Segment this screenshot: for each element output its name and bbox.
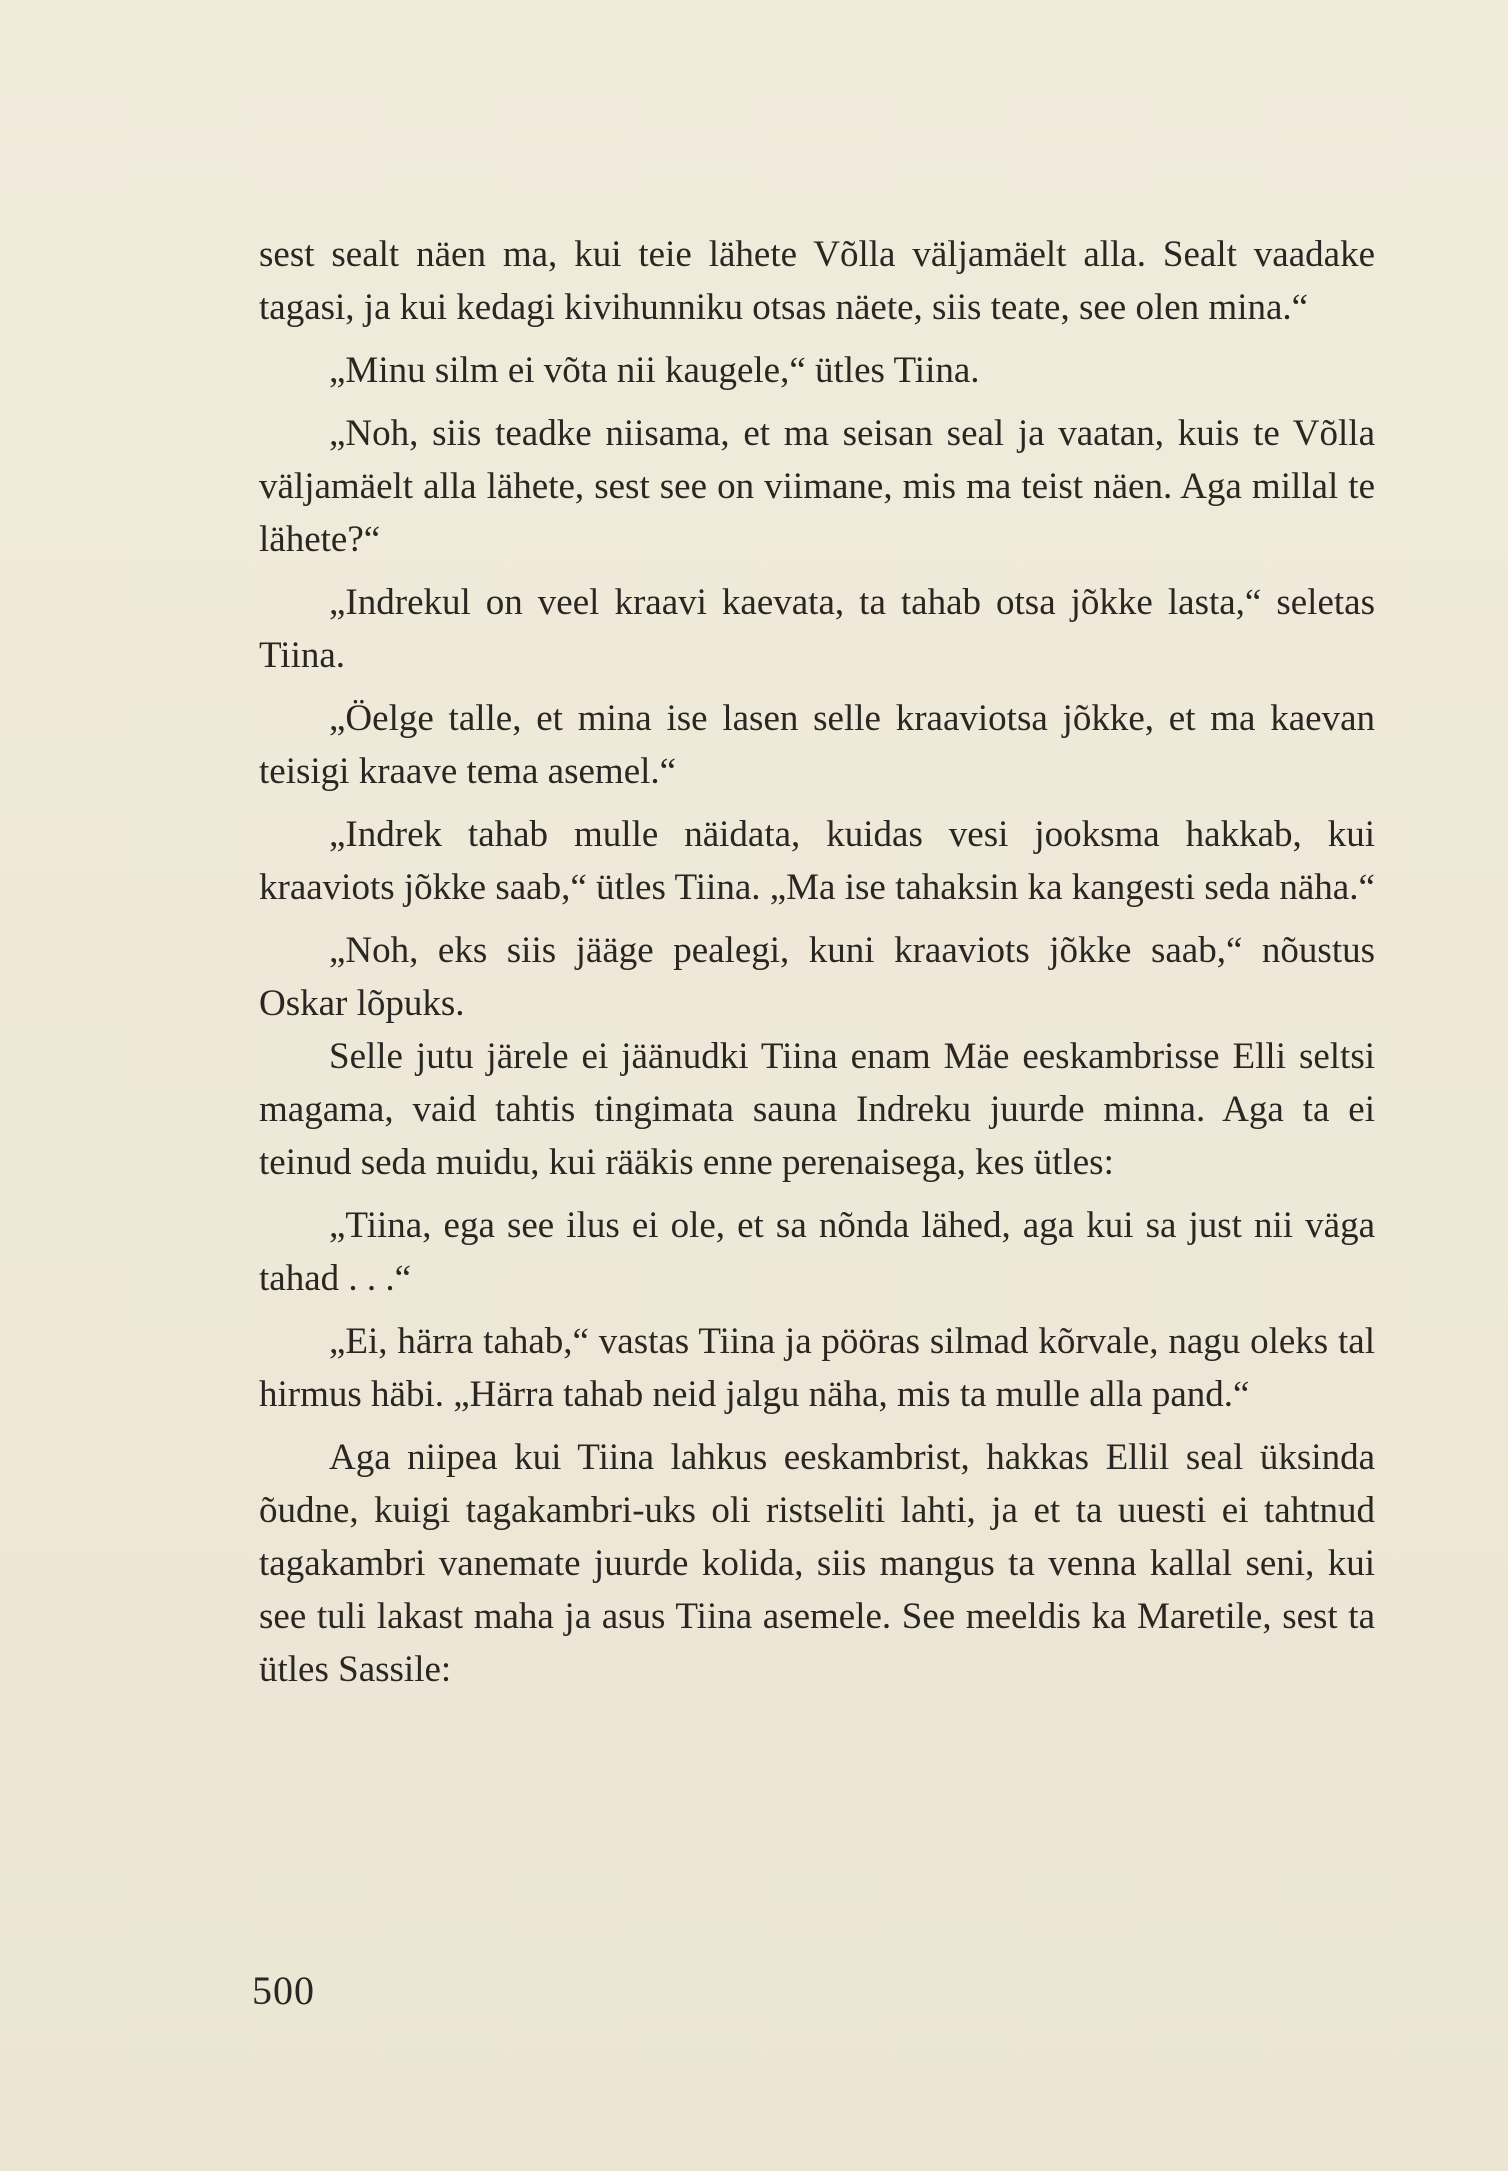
body-text — [259, 228, 1375, 1696]
page-number: 500 — [252, 1968, 315, 2013]
paragraph-9: „Tiina, ega see ilus ei ole, et sa nõnda lähed, aga kui sa just nii väga tahad . . .“ — [259, 1205, 1375, 1299]
paragraph-7: „Noh, eks siis jääge pealegi, kuni kraaviots jõkke saab,“ nõustus Oskar lõpuks. — [259, 930, 1375, 1024]
paragraph-8: Selle jutu järele ei jäänudki Tiina enam Mäe eeskambrisse Elli seltsi magama, vaid tahtis tingimata sauna Indreku juurde minna. Aga ta ei teinud seda muidu, kui rääkis enne perenaisega, kes ütles: — [259, 1036, 1375, 1183]
paragraph-10: „Ei, härra tahab,“ vastas Tiina ja pööras silmad kõrvale, nagu oleks tal hirmus häbi. „Härra tahab neid jalgu näha, mis ta mulle alla pand.“ — [259, 1321, 1375, 1415]
paragraph-1: sest sealt näen ma, kui teie lähete Võlla väljamäelt alla. Sealt vaadake tagasi, ja kui kedagi kivihunniku otsas näete, siis teate, see olen mina.“ — [259, 234, 1375, 328]
paragraph-4: „Indrekul on veel kraavi kaevata, ta tahab otsa jõkke lasta,“ seletas Tiina. — [259, 582, 1375, 676]
paragraph-2: „Minu silm ei võta nii kaugele,“ ütles Tiina. — [329, 350, 980, 391]
paragraph-11: Aga niipea kui Tiina lahkus eeskambrist, hakkas Ellil seal üksinda õudne, kuigi tagakambri-uks oli ristseliti lahti, ja et ta uuesti ei tahtnud tagakambri vanemate juurde kolida, siis mangus ta venna kallal seni, kui see tuli lakast maha ja asus Tiina asemele. See meeldis ka Maretile, sest ta ütles Sassile: — [259, 1437, 1375, 1690]
paragraph-6: „Indrek tahab mulle näidata, kuidas vesi jooksma hakkab, kui kraaviots jõkke saab,“ ütles Tiina. „Ma ise tahaksin ka kangesti seda näha.“ — [259, 814, 1375, 908]
paragraph-5: „Öelge talle, et mina ise lasen selle kraaviotsa jõkke, et ma kaevan teisigi kraave tema asemel.“ — [259, 698, 1375, 792]
paragraph-3: „Noh, siis teadke niisama, et ma seisan seal ja vaatan, kuis te Võlla väljamäelt alla lähete, sest see on viimane, mis ma teist näen. Aga millal te lähete?“ — [259, 413, 1375, 560]
